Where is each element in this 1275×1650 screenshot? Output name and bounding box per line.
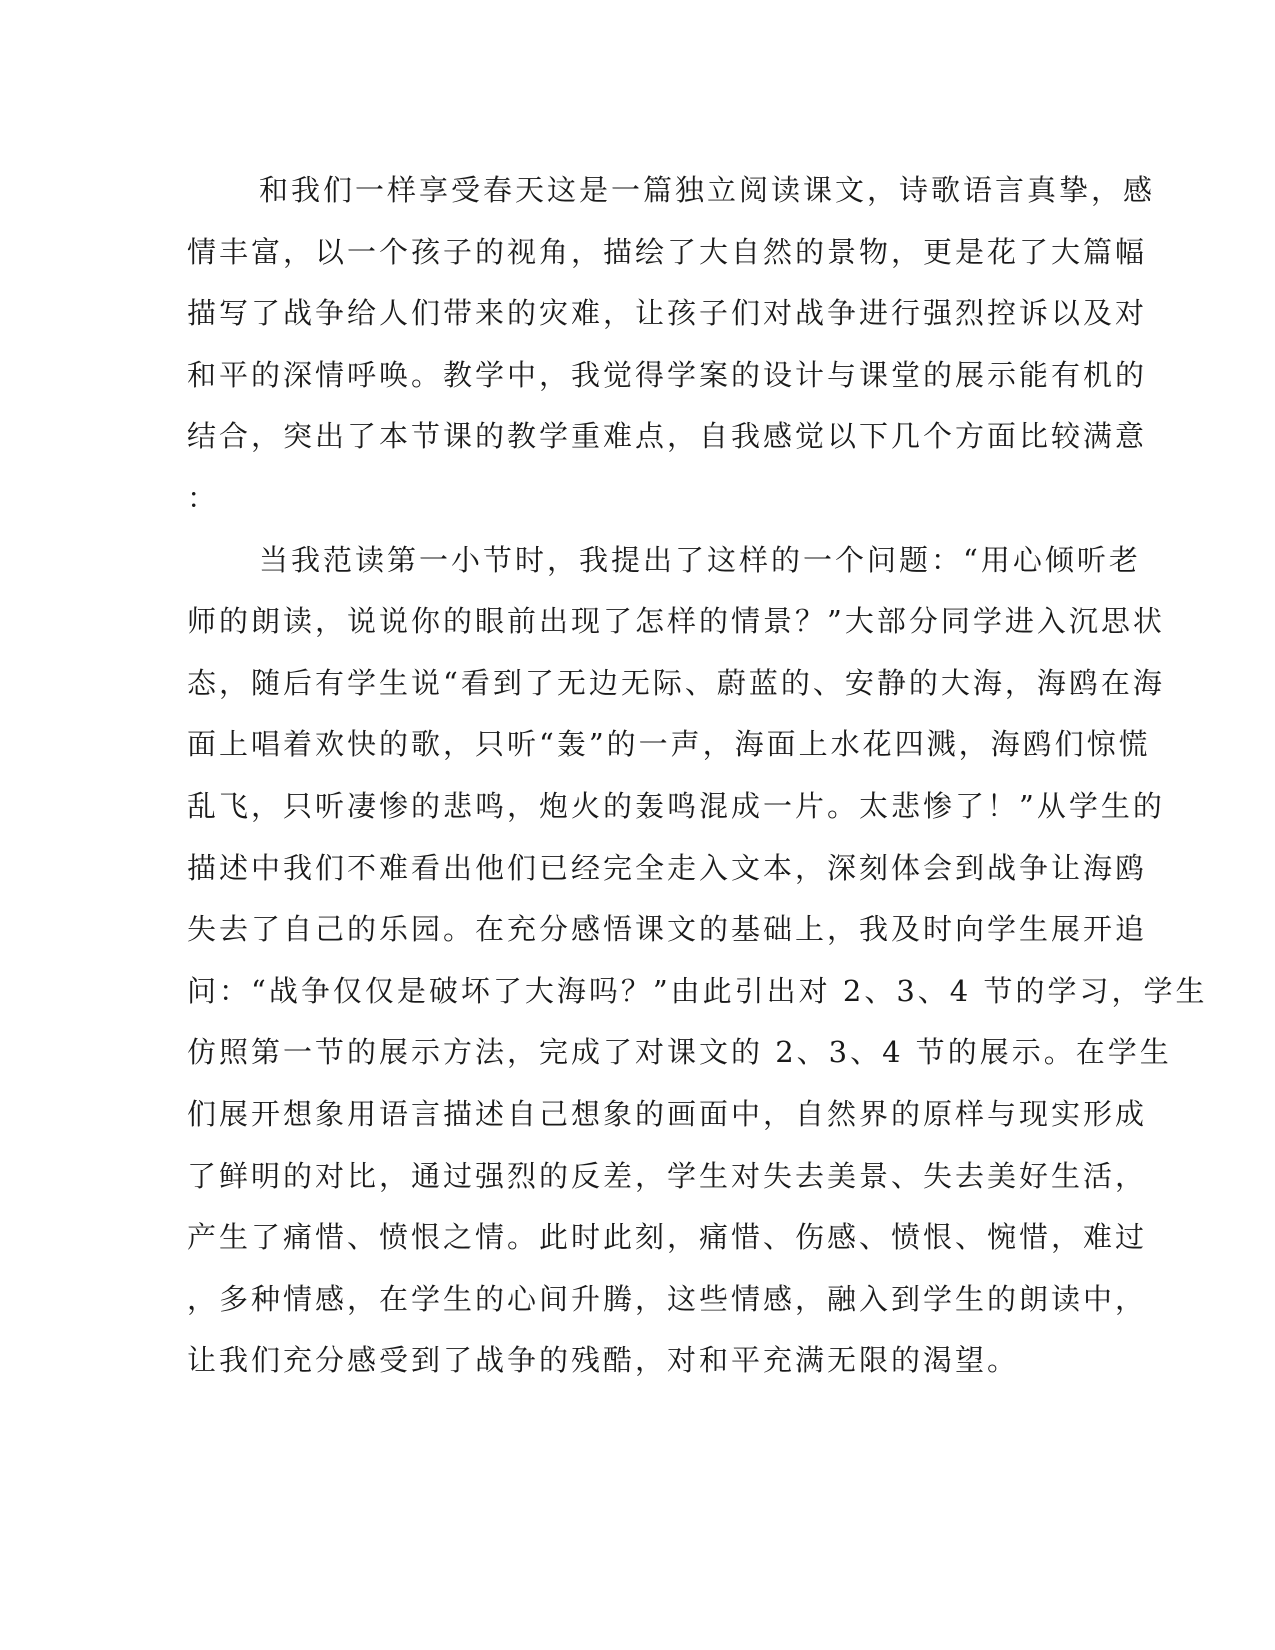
text-line: 面上唱着欢快的歌，只听“轰”的一声，海面上水花四溅，海鸥们惊慌 [187,727,1151,762]
text-line: 描述中我们不难看出他们已经完全走入文本，深刻体会到战争让海鸥 [187,850,1148,885]
text-line: 产生了痛惜、愤恨之情。此时此刻，痛惜、伤感、愤恨、惋惜，难过 [187,1220,1148,1255]
text-line: 们展开想象用语言描述自己想象的画面中，自然界的原样与现实形成 [187,1096,1148,1131]
text-line: 失去了自己的乐园。在充分感悟课文的基础上，我及时向学生展开追 [187,912,1148,947]
text-line: 当我范读第一小节时，我提出了这样的一个问题：“用心倾听老 [259,542,1141,577]
text-line: 师的朗读，说说你的眼前出现了怎样的情景？”大部分同学进入沉思状 [187,604,1165,639]
text-line: 让我们充分感受到了战争的残酷，对和平充满无限的渴望。 [187,1343,1020,1378]
text-line: 描写了战争给人们带来的灾难，让孩子们对战争进行强烈控诉以及对 [187,296,1148,331]
text-line: 情丰富，以一个孩子的视角，描绘了大自然的景物，更是花了大篇幅 [187,234,1148,269]
text-line: ： [187,480,220,515]
text-line: 和我们一样享受春天这是一篇独立阅读课文，诗歌语言真挚，感 [259,173,1156,207]
text-line: 问：“战争仅仅是破坏了大海吗？”由此引出对 2、3、4 节的学习，学生 [187,973,1208,1008]
text-line: 和平的深情呼唤。教学中，我觉得学案的设计与课堂的展示能有机的 [187,357,1148,392]
text-line: 仿照第一节的展示方法，完成了对课文的 2、3、4 节的展示。在学生 [187,1035,1172,1070]
text-line: ，多种情感，在学生的心间升腾，这些情感，融入到学生的朗读中， [187,1281,1148,1316]
paragraph-2 [187,530,1208,1392]
paragraph-1 [187,160,1156,530]
document-body [187,160,1208,1392]
text-line: 乱飞，只听凄惨的悲鸣，炮火的轰鸣混成一片。太悲惨了！”从学生的 [187,788,1165,823]
text-line: 了鲜明的对比，通过强烈的反差，学生对失去美景、失去美好生活， [187,1158,1148,1193]
text-line: 结合，突出了本节课的教学重难点，自我感觉以下几个方面比较满意 [187,419,1148,454]
text-line: 态，随后有学生说“看到了无边无际、蔚蓝的、安静的大海，海鸥在海 [187,665,1165,700]
